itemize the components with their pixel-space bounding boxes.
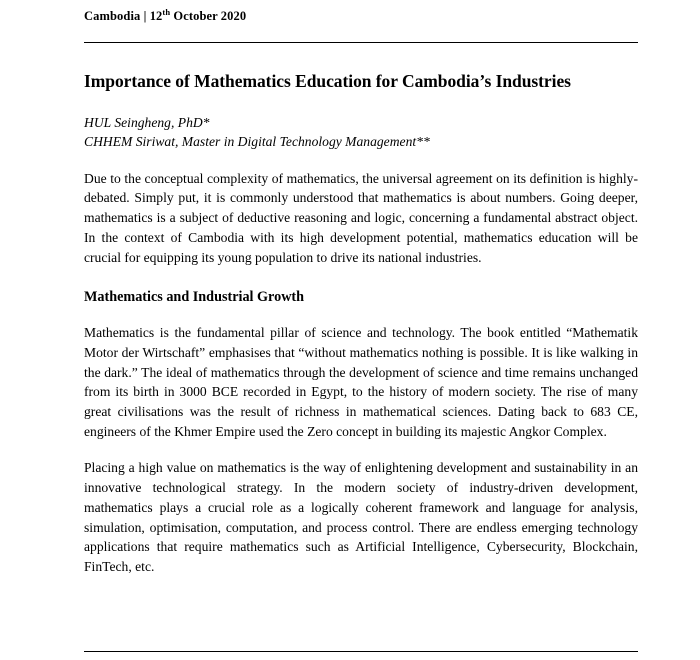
header-divider: [84, 42, 638, 43]
header-date-rest: October 2020: [170, 9, 247, 23]
author-2: CHHEM Siriwat, Master in Digital Technology Management**: [84, 134, 430, 150]
page-title: Importance of Mathematics Education for Cambodia’s Industries: [84, 71, 571, 91]
footer-divider: [84, 651, 638, 652]
intro-paragraph: Due to the conceptual complexity of mathematics, the universal agreement on its definition is highly-debated. Simply put, it is commonly understood that mathematics is about numbers. Going deeper, mathematics is a subject of deductive reasoning and logic, concerning a fundamental abstract object. In the context of Cambodia with its high development potential, mathematics education will be crucial for equipping its young population to drive its national industries.: [84, 170, 638, 265]
section-heading-mathematics-and-industrial-growth: Mathematics and Industrial Growth: [84, 289, 305, 306]
header-date-ordinal: th: [162, 6, 171, 17]
section-paragraph-1: Mathematics is the fundamental pillar of science and technology. The book entitled “Mathematik Motor der Wirtschaft” emphasises that “without mathematics nothing is possible. It is like walking in the dark.” The ideal of mathematics through the development of science and time remains unchanged from its birth in 3000 BCE recorded in Egypt, to the history of modern society. The rise of many great civilisations was the result of richness in mathematical sciences. Dating back to 683 CE, engineers of the Khmer Empire used the Zero concept in building its majestic Angkor Complex.: [84, 325, 638, 439]
page-header: [84, 0, 638, 24]
header-country: Cambodia: [84, 9, 141, 23]
header-separator: |: [140, 9, 150, 23]
header-date-day: 12: [149, 9, 163, 23]
section-paragraph-2: Placing a high value on mathematics is the way of enlightening development and sustainability in an innovative technological strategy. In the modern society of industry-driven development, mathematics plays a crucial role as a logically coherent framework and language for analysis, simulation, optimisation, computation, and process control. There are endless emerging technology applications that require mathematics such as Artificial Intelligence, Cybersecurity, Blockchain, FinTech, etc.: [84, 460, 638, 574]
author-block: [84, 113, 638, 152]
author-1: HUL Seingheng, PhD*: [84, 115, 210, 131]
